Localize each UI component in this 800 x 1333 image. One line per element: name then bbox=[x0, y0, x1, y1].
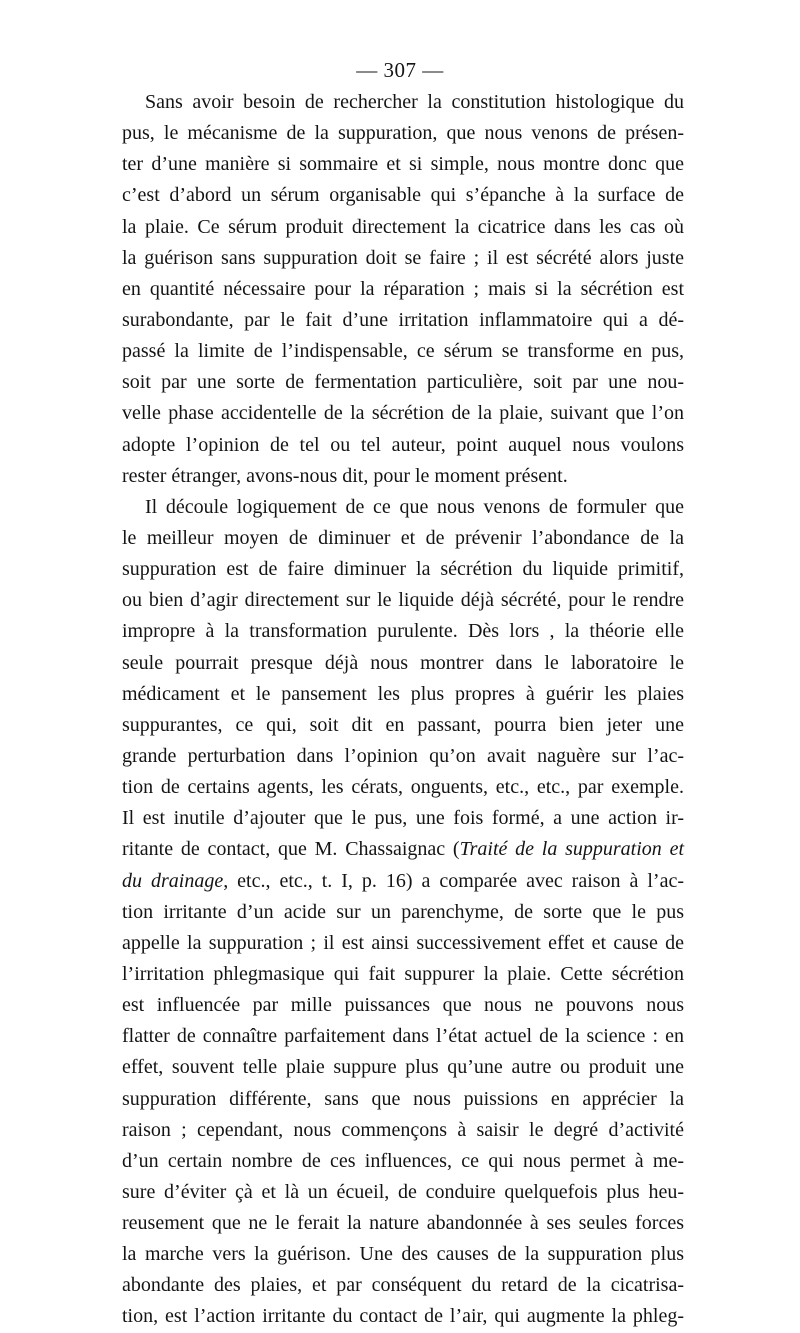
text-line: grande perturbation dans l’opinion qu’on avait naguère sur l’ac- bbox=[122, 744, 684, 767]
text-line: appelle la suppuration ; il est ainsi successivement effet et cause de bbox=[122, 931, 684, 954]
paragraph-1 bbox=[122, 87, 684, 492]
citation-text: ritante de contact, que M. Chassaignac ( bbox=[122, 838, 460, 861]
text-line: reusement que ne le ferait la nature abandonnée à ses seules forces bbox=[122, 1212, 684, 1235]
text-line: ou bien d’agir directement sur le liquide déjà sécrété, pour le rendre bbox=[122, 589, 684, 612]
body-text bbox=[122, 87, 684, 1333]
text-line: flatter de connaître parfaitement dans l’état actuel de la science : en bbox=[122, 1025, 684, 1048]
text-line: c’est d’abord un sérum organisable qui s’épanche à la surface de bbox=[122, 184, 684, 207]
text-line: suppurantes, ce qui, soit dit en passant, pourra bien jeter une bbox=[122, 713, 684, 736]
text-line: adopte l’opinion de tel ou tel auteur, point auquel nous voulons bbox=[122, 433, 684, 456]
text-line: l’irritation phlegmasique qui fait suppurer la plaie. Cette sécrétion bbox=[122, 962, 684, 985]
text-line: le meilleur moyen de diminuer et de prévenir l’abondance de la bbox=[122, 526, 684, 549]
text-line: pus, le mécanisme de la suppuration, que nous venons de présen- bbox=[122, 122, 684, 145]
text-line: impropre à la transformation purulente. Dès lors , la théorie elle bbox=[122, 620, 684, 643]
text-line: ter d’une manière si sommaire et si simple, nous montre donc que bbox=[122, 153, 684, 176]
text-line: Sans avoir besoin de rechercher la constitution histologique du bbox=[145, 91, 684, 113]
text-line: velle phase accidentelle de la sécrétion de la plaie, suivant que l’on bbox=[122, 402, 684, 425]
text-line: Il découle logiquement de ce que nous venons de formuler que bbox=[145, 495, 684, 518]
paragraph-2 bbox=[122, 492, 684, 1333]
text-line: sure d’éviter çà et là un écueil, de conduire quelquefois plus heu- bbox=[122, 1180, 684, 1203]
citation-line bbox=[122, 866, 684, 897]
citation-title: Traité de la suppuration et bbox=[459, 838, 684, 861]
text-line: la guérison sans suppuration doit se faire ; il est sécrété alors juste bbox=[122, 246, 684, 269]
citation-text: , etc., etc., t. I, p. 16) a comparée avec raison à l’ac- bbox=[223, 869, 685, 892]
text-line: raison ; cependant, nous commençons à saisir le degré d’activité bbox=[122, 1118, 684, 1141]
text-line: passé la limite de l’indispensable, ce sérum se transforme en pus, bbox=[122, 340, 684, 363]
text-line: d’un certain nombre de ces influences, ce qui nous permet à me- bbox=[122, 1149, 684, 1172]
page-number: — 307 — bbox=[356, 58, 444, 82]
text-line: effet, souvent telle plaie suppure plus qu’une autre ou produit une bbox=[122, 1056, 684, 1079]
text-line: médicament et le pansement les plus propres à guérir les plaies bbox=[122, 682, 684, 705]
text-line: Il est inutile d’ajouter que le pus, une fois formé, a une action ir- bbox=[122, 807, 684, 830]
text-line: abondante des plaies, et par conséquent du retard de la cicatrisa- bbox=[122, 1274, 684, 1297]
text-line: tion irritante d’un acide sur un parenchyme, de sorte que le pus bbox=[122, 900, 684, 923]
text-line: suppuration différente, sans que nous puissions en apprécier la bbox=[122, 1087, 684, 1110]
text-line: soit par une sorte de fermentation particulière, soit par une nou- bbox=[122, 371, 684, 394]
text-line: la plaie. Ce sérum produit directement la cicatrice dans les cas où bbox=[122, 215, 684, 238]
citation-title: du drainage bbox=[122, 869, 224, 892]
text-line: rester étranger, avons-nous dit, pour le moment présent. bbox=[122, 464, 568, 487]
text-line: la marche vers la guérison. Une des causes de la suppuration plus bbox=[122, 1243, 684, 1266]
citation-line bbox=[122, 834, 684, 865]
text-line: tion de certains agents, les cérats, onguents, etc., etc., par exemple. bbox=[122, 776, 684, 799]
text-line: surabondante, par le fait d’une irritation inflammatoire qui a dé- bbox=[122, 308, 684, 331]
text-line: seule pourrait presque déjà nous montrer dans le laboratoire le bbox=[122, 651, 684, 674]
text-line: tion, est l’action irritante du contact de l’air, qui augmente la phleg- bbox=[122, 1305, 684, 1328]
text-line: est influencée par mille puissances que nous ne pouvons nous bbox=[122, 994, 684, 1017]
text-line: en quantité nécessaire pour la réparation ; mais si la sécrétion est bbox=[122, 277, 684, 300]
text-line: suppuration est de faire diminuer la sécrétion du liquide primitif, bbox=[122, 558, 684, 581]
